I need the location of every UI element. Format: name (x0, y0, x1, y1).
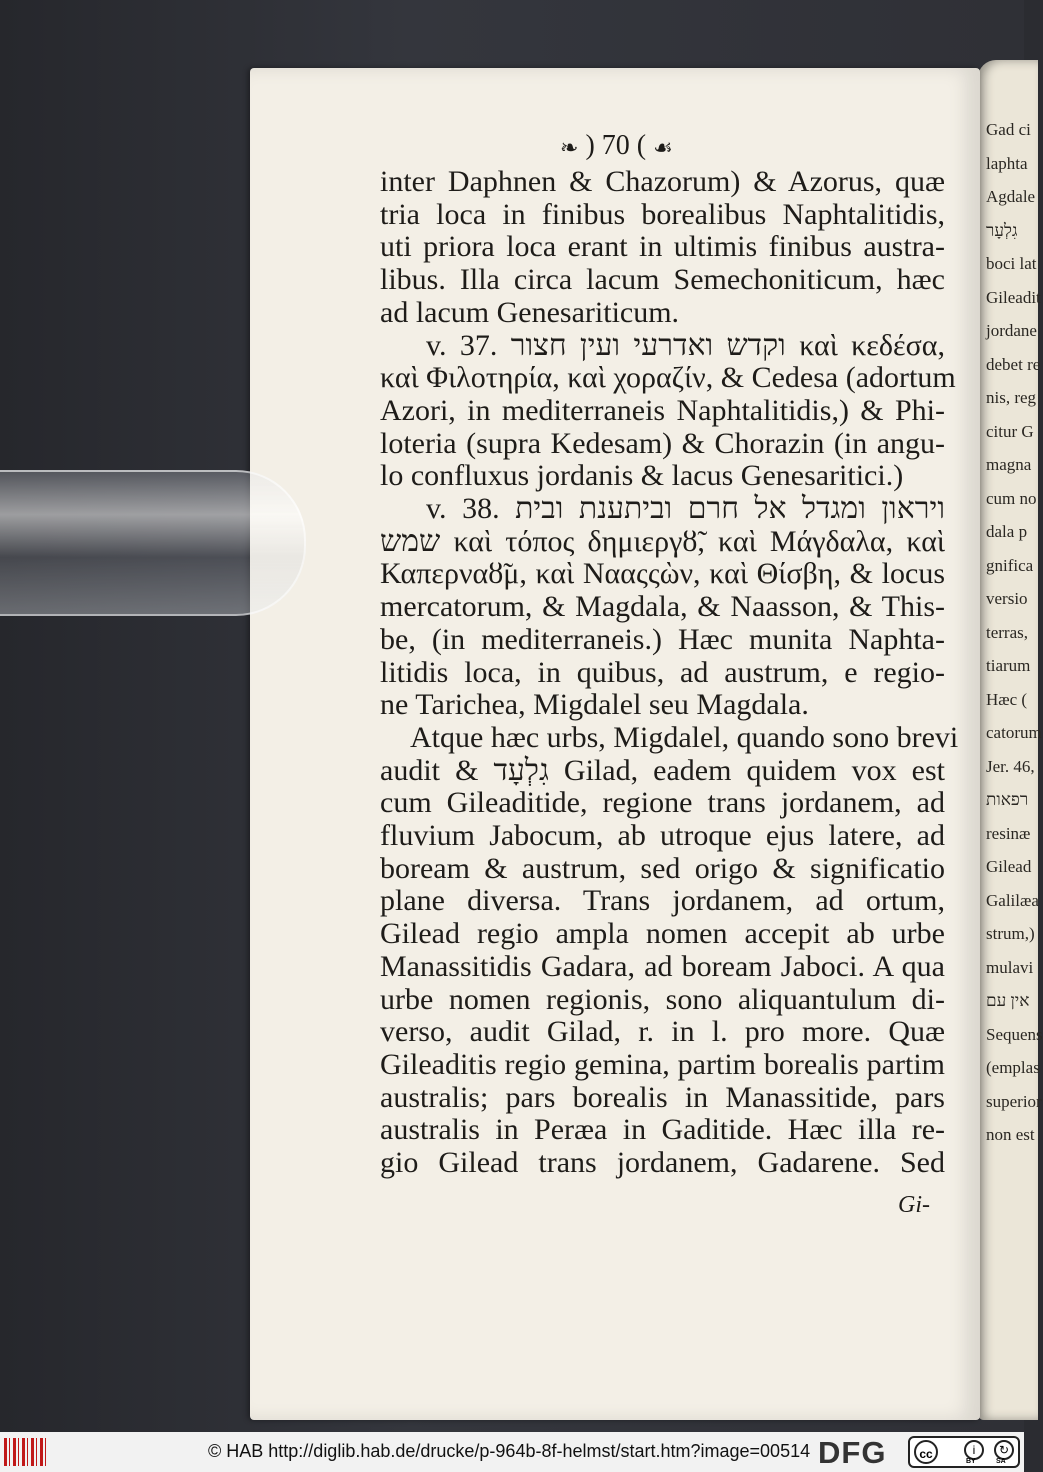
text-line: Gileaditis regio gemina, partim borealis partim (380, 1047, 945, 1081)
page-number: 70 (601, 130, 630, 161)
glass-page-holder (0, 470, 306, 616)
text-line: loteria (supra Kedesam) & Chorazin (in angu- (380, 426, 945, 460)
text-line: ne Tarichea, Migdalel seu Magdala. (380, 688, 809, 722)
adjacent-page-fragment: catorum (986, 723, 1042, 742)
text-line: urbe nomen regionis, sono aliquantulum di- (380, 982, 945, 1016)
text-line: cum Gileaditide, regione trans jordanem, ad (380, 786, 945, 820)
adjacent-page-fragment: terras, (986, 622, 1029, 642)
adjacent-page-fragment: nis, reg (986, 388, 1037, 407)
adjacent-page-fragment: Agdale (986, 187, 1036, 206)
barcode-logo-icon (4, 1438, 46, 1466)
text-line: Manassitidis Gadara, ad boream Jaboci. A qua (380, 949, 945, 983)
adjacent-page-fragment: versio (986, 589, 1028, 608)
adjacent-page-fragment: Sequens (986, 1024, 1043, 1044)
share-alike-icon: ↻ (994, 1440, 1014, 1460)
adjacent-page-fragment: אין עם (986, 991, 1030, 1010)
text-line: Atque hæc urbs, Migdalel, quando sono brevi (410, 720, 959, 754)
cc-license-badge[interactable] (908, 1436, 1020, 1468)
adjacent-page-fragment: debet re (986, 354, 1041, 374)
text-line: tria loca in finibus borealibus Naphtalitidis, (380, 197, 945, 231)
adjacent-page-fragment: Jer. 46, (986, 756, 1035, 776)
text-line: mercatorum, & Magdala, & Naasson, & This- (380, 590, 945, 624)
text-line: fluvium Jabocum, ab utroque ejus latere, ad (380, 819, 945, 853)
text-line: plane diversa. Trans jordanem, ad ortum, (380, 884, 945, 918)
text-line: verso, audit Gilad, r. in l. pro more. Quæ (380, 1015, 945, 1049)
text-line: gio Gilead trans jordanem, Gadarene. Sed (380, 1146, 945, 1180)
adjacent-page-fragment: Hæc ( (986, 689, 1028, 709)
text-line: boream & austrum, sed origo & significatio (380, 851, 945, 885)
adjacent-page-fragment: Gilead (986, 857, 1032, 876)
text-line: שמש καὶ τόπος δημιεργȣ̃, καὶ Μάγδαλα, καὶ (380, 524, 945, 558)
footer-bar (0, 1432, 1024, 1472)
text-line: be, (in mediterraneis.) Hæc munita Naphta- (380, 622, 945, 656)
text-line: καὶ Φιλοτηρία, καὶ χοραζίν, & Cedesa (adortum (380, 361, 956, 395)
adjacent-page-fragment: (emplas (986, 1058, 1040, 1077)
cc-by-label: BY (966, 1458, 976, 1465)
adjacent-page-fragment: magna (986, 455, 1032, 474)
text-line: v. 38. ויראון ומגדל אל חרם וביתענת ובית (426, 492, 945, 526)
text-line: ad lacum Genesariticum. (380, 295, 680, 329)
adjacent-page-fragment: gnifica (986, 555, 1034, 575)
adjacent-page-edge (978, 60, 1043, 1420)
text-line: australis in Peræa in Gaditide. Hæc illa re- (380, 1113, 945, 1147)
adjacent-page-fragment: Galilæa (986, 890, 1039, 910)
adjacent-page-fragment: dala p (986, 522, 1028, 541)
adjacent-page-fragment: laphta (986, 153, 1028, 173)
copyright-credit: © HAB http://diglib.hab.de/drucke/p-964b-8f-helmst/start.htm?image=00514 (208, 1441, 811, 1461)
right-ornament-icon: ☙ (653, 134, 673, 160)
text-line: lo confluxus jordanis & lacus Genesaritici.) (380, 459, 904, 493)
left-ornament-icon: ❧ (560, 134, 579, 160)
attribution-icon: i (964, 1440, 984, 1460)
text-line: libus. Illa circa lacum Semechoniticum, hæc (380, 263, 945, 297)
dfg-logo: DFG (818, 1435, 887, 1470)
catchword: Gi- (898, 1192, 930, 1218)
adjacent-page-fragment: jordane (986, 321, 1037, 340)
text-line: audit & גִלְעָד Gilad, eadem quidem vox est (380, 753, 945, 787)
text-line: uti priora loca erant in ultimis finibus austra- (380, 230, 945, 264)
adjacent-page-fragment: Gileadit (986, 287, 1041, 307)
adjacent-page-fragment: tiarum (986, 656, 1031, 675)
page-text (380, 165, 959, 1180)
adjacent-page-fragment: גִלְעָר (986, 220, 1018, 240)
text-line: australis; pars borealis in Manassitide, pars (380, 1080, 945, 1114)
adjacent-page-fragment: non est (986, 1125, 1035, 1144)
adjacent-page-fragment: superior (986, 1091, 1042, 1111)
text-line: litidis loca, in quibus, ad austrum, e regio- (380, 655, 945, 689)
adjacent-page-fragment: resinæ (986, 823, 1031, 843)
adjacent-page-fragment: רפאות (986, 790, 1029, 809)
text-line: Azori, in mediterraneis Naphtalitidis,) & Phi- (380, 393, 945, 427)
cc-sa-label: SA (996, 1458, 1006, 1465)
adjacent-page-fragment: citur G (986, 421, 1034, 441)
text-line: v. 37. וקדש ואדרעי ועין חצור καὶ κεδέσα, (426, 328, 946, 362)
adjacent-page-fragment: Gad ci (986, 120, 1031, 139)
cc-icon: cc (914, 1440, 938, 1464)
adjacent-page-fragment: boci lat (986, 254, 1037, 273)
page-header: ❧ ) 70 ( ☙ (560, 130, 673, 161)
adjacent-page-fragment: cum no (986, 488, 1037, 508)
adjacent-page-fragment: strum,) (986, 924, 1035, 943)
text-line: Gilead regio ampla nomen accepit ab urbe (380, 917, 945, 951)
text-line: Καπερναȣ̃μ, καὶ Νααςςὼν, καὶ Θίσβη, & locus (380, 557, 945, 591)
text-line: inter Daphnen & Chazorum) & Azorus, quæ (380, 165, 945, 198)
adjacent-page-fragment: mulavi (986, 957, 1034, 977)
